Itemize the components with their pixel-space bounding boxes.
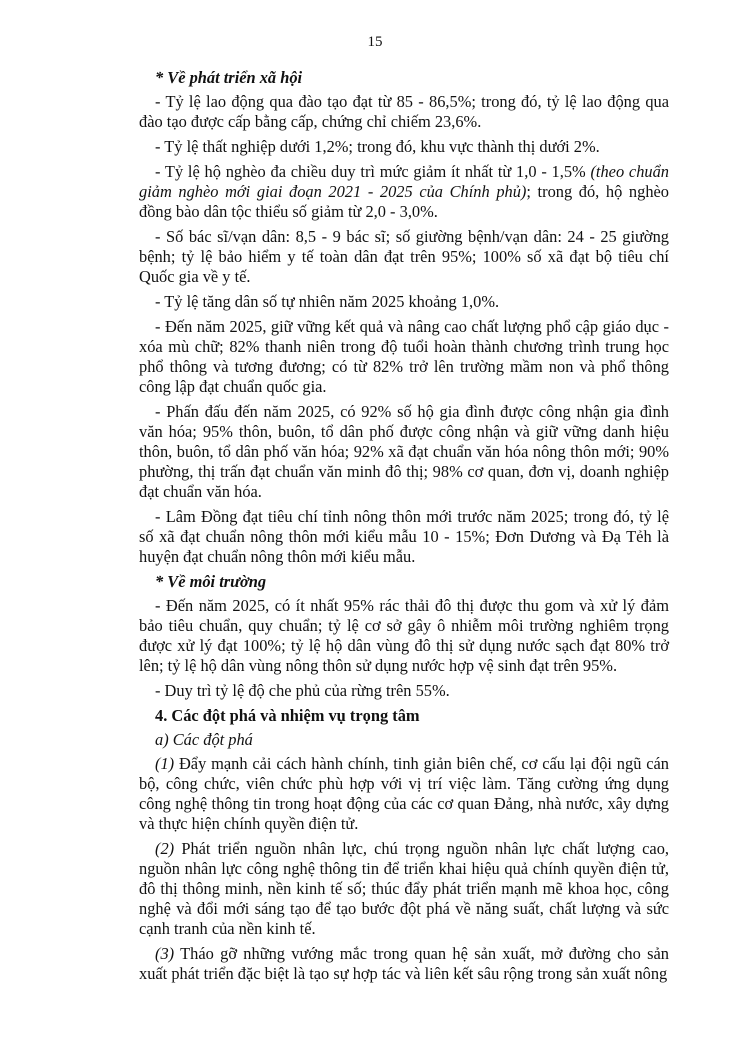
page-number: 15 [367, 34, 383, 50]
document-body [139, 68, 669, 989]
social-item-training: - Tỷ lệ lao động qua đào tạo đạt từ 85 - 86,5%; trong đó, tỷ lệ lao động qua đào tạo được cấp bằng cấp, chứng chỉ chiếm 23,6%. [139, 92, 669, 131]
breakthrough-item-3 [139, 944, 669, 984]
social-item-education: - Đến năm 2025, giữ vững kết quả và nâng cao chất lượng phổ cập giáo dục - xóa mù chữ; 82% thanh niên trong độ tuổi hoàn thành chương trình trung học phổ thông và tương đương; có từ 82% trở lên trường mầm non và phổ thông công lập đạt chuẩn quốc gia. [139, 317, 669, 396]
breakthrough-number-2: (2) [155, 839, 175, 858]
social-item-poverty [139, 162, 669, 222]
breakthrough-text-1: Đẩy mạnh cải cách hành chính, tinh giản biên chế, cơ cấu lại đội ngũ cán bộ, công chức, viên chức phù hợp với vị trí việc làm. Tăng cường ứng dụng công nghệ thông tin trong hoạt động của các cơ quan Đảng, nhà nước, xây dựng và thực hiện chính quyền điện tử. [139, 754, 669, 833]
section-heading-breakthroughs: 4. Các đột phá và nhiệm vụ trọng tâm [155, 706, 420, 725]
poverty-text-italic: (theo chuẩn giảm nghèo mới giai đoạn 2021 - 2025 của Chính phủ) [139, 162, 669, 201]
breakthrough-number-1: (1) [155, 754, 175, 773]
social-item-rural: - Lâm Đồng đạt tiêu chí tỉnh nông thôn mới trước năm 2025; trong đó, tỷ lệ số xã đạt chuẩn nông thôn mới kiểu mẫu 10 - 15%; Đơn Dương và Đạ Tẻh là huyện đạt chuẩn nông thôn mới kiểu mẫu. [139, 507, 669, 566]
breakthrough-text-3: Tháo gỡ những vướng mắc trong quan hệ sản xuất, mở đường cho sản xuất phát triển đặc biệt là tạo sự hợp tác và liên kết sâu rộng trong sản xuất nông [139, 944, 669, 983]
breakthrough-item-2 [139, 839, 669, 939]
social-item-population: - Tỷ lệ tăng dân số tự nhiên năm 2025 khoảng 1,0%. [155, 292, 500, 311]
social-item-health: - Số bác sĩ/vạn dân: 8,5 - 9 bác sĩ; số giường bệnh/vạn dân: 24 - 25 giường bệnh; tỷ lệ bảo hiểm y tế toàn dân đạt trên 95%; 100% số xã đạt bộ tiêu chí Quốc gia về y tế. [139, 227, 669, 286]
social-item-unemployment: - Tỷ lệ thất nghiệp dưới 1,2%; trong đó, khu vực thành thị dưới 2%. [155, 137, 600, 156]
breakthrough-number-3: (3) [155, 944, 175, 963]
poverty-text-c: ; trong đó, hộ nghèo đồng bào dân tộc thiểu số giảm từ 2,0 - 3,0%. [139, 182, 669, 221]
social-item-culture: - Phấn đấu đến năm 2025, có 92% số hộ gia đình được công nhận gia đình văn hóa; 95% thôn, buôn, tổ dân phố được công nhận và giữ vững danh hiệu thôn, buôn, tổ dân phố văn hóa; 92% xã đạt chuẩn văn hóa nông thôn mới; 90% phường, thị trấn đạt chuẩn văn minh đô thị; 98% cơ quan, đơn vị, doanh nghiệp đạt chuẩn văn hóa. [139, 402, 669, 501]
env-item-waste: - Đến năm 2025, có ít nhất 95% rác thải đô thị được thu gom và xử lý đảm bảo tiêu chuẩn, quy chuẩn; tỷ lệ cơ sở gây ô nhiễm môi trường nghiêm trọng được xử lý đạt 100%; tỷ lệ hộ dân vùng đô thị sử dụng nước sạch đạt 80% trở lên; tỷ lệ hộ dân vùng nông thôn sử dụng nước hợp vệ sinh đạt trên 95%. [139, 596, 669, 675]
breakthrough-item-1 [139, 754, 669, 834]
breakthrough-text-2: Phát triển nguồn nhân lực, chú trọng nguồn nhân lực chất lượng cao, nguồn nhân lực công nghệ thông tin để triển khai hiệu quả chính quyền điện tử, đô thị thông minh, nền kinh tế số; thúc đẩy phát triển mạnh mẽ khoa học, công nghệ và đổi mới sáng tạo để tạo bước đột phá về năng suất, chất lượng và sức cạnh tranh của nền kinh tế. [139, 839, 669, 938]
env-item-forest: - Duy trì tỷ lệ độ che phủ của rừng trên 55%. [155, 681, 450, 700]
poverty-text-a: - Tỷ lệ hộ nghèo đa chiều duy trì mức giảm ít nhất từ 1,0 - 1,5% [155, 162, 591, 181]
section-heading-social: * Về phát triển xã hội [155, 68, 303, 87]
section-heading-environment: * Về môi trường [155, 572, 267, 591]
subheading-breakthroughs: a) Các đột phá [155, 730, 253, 749]
